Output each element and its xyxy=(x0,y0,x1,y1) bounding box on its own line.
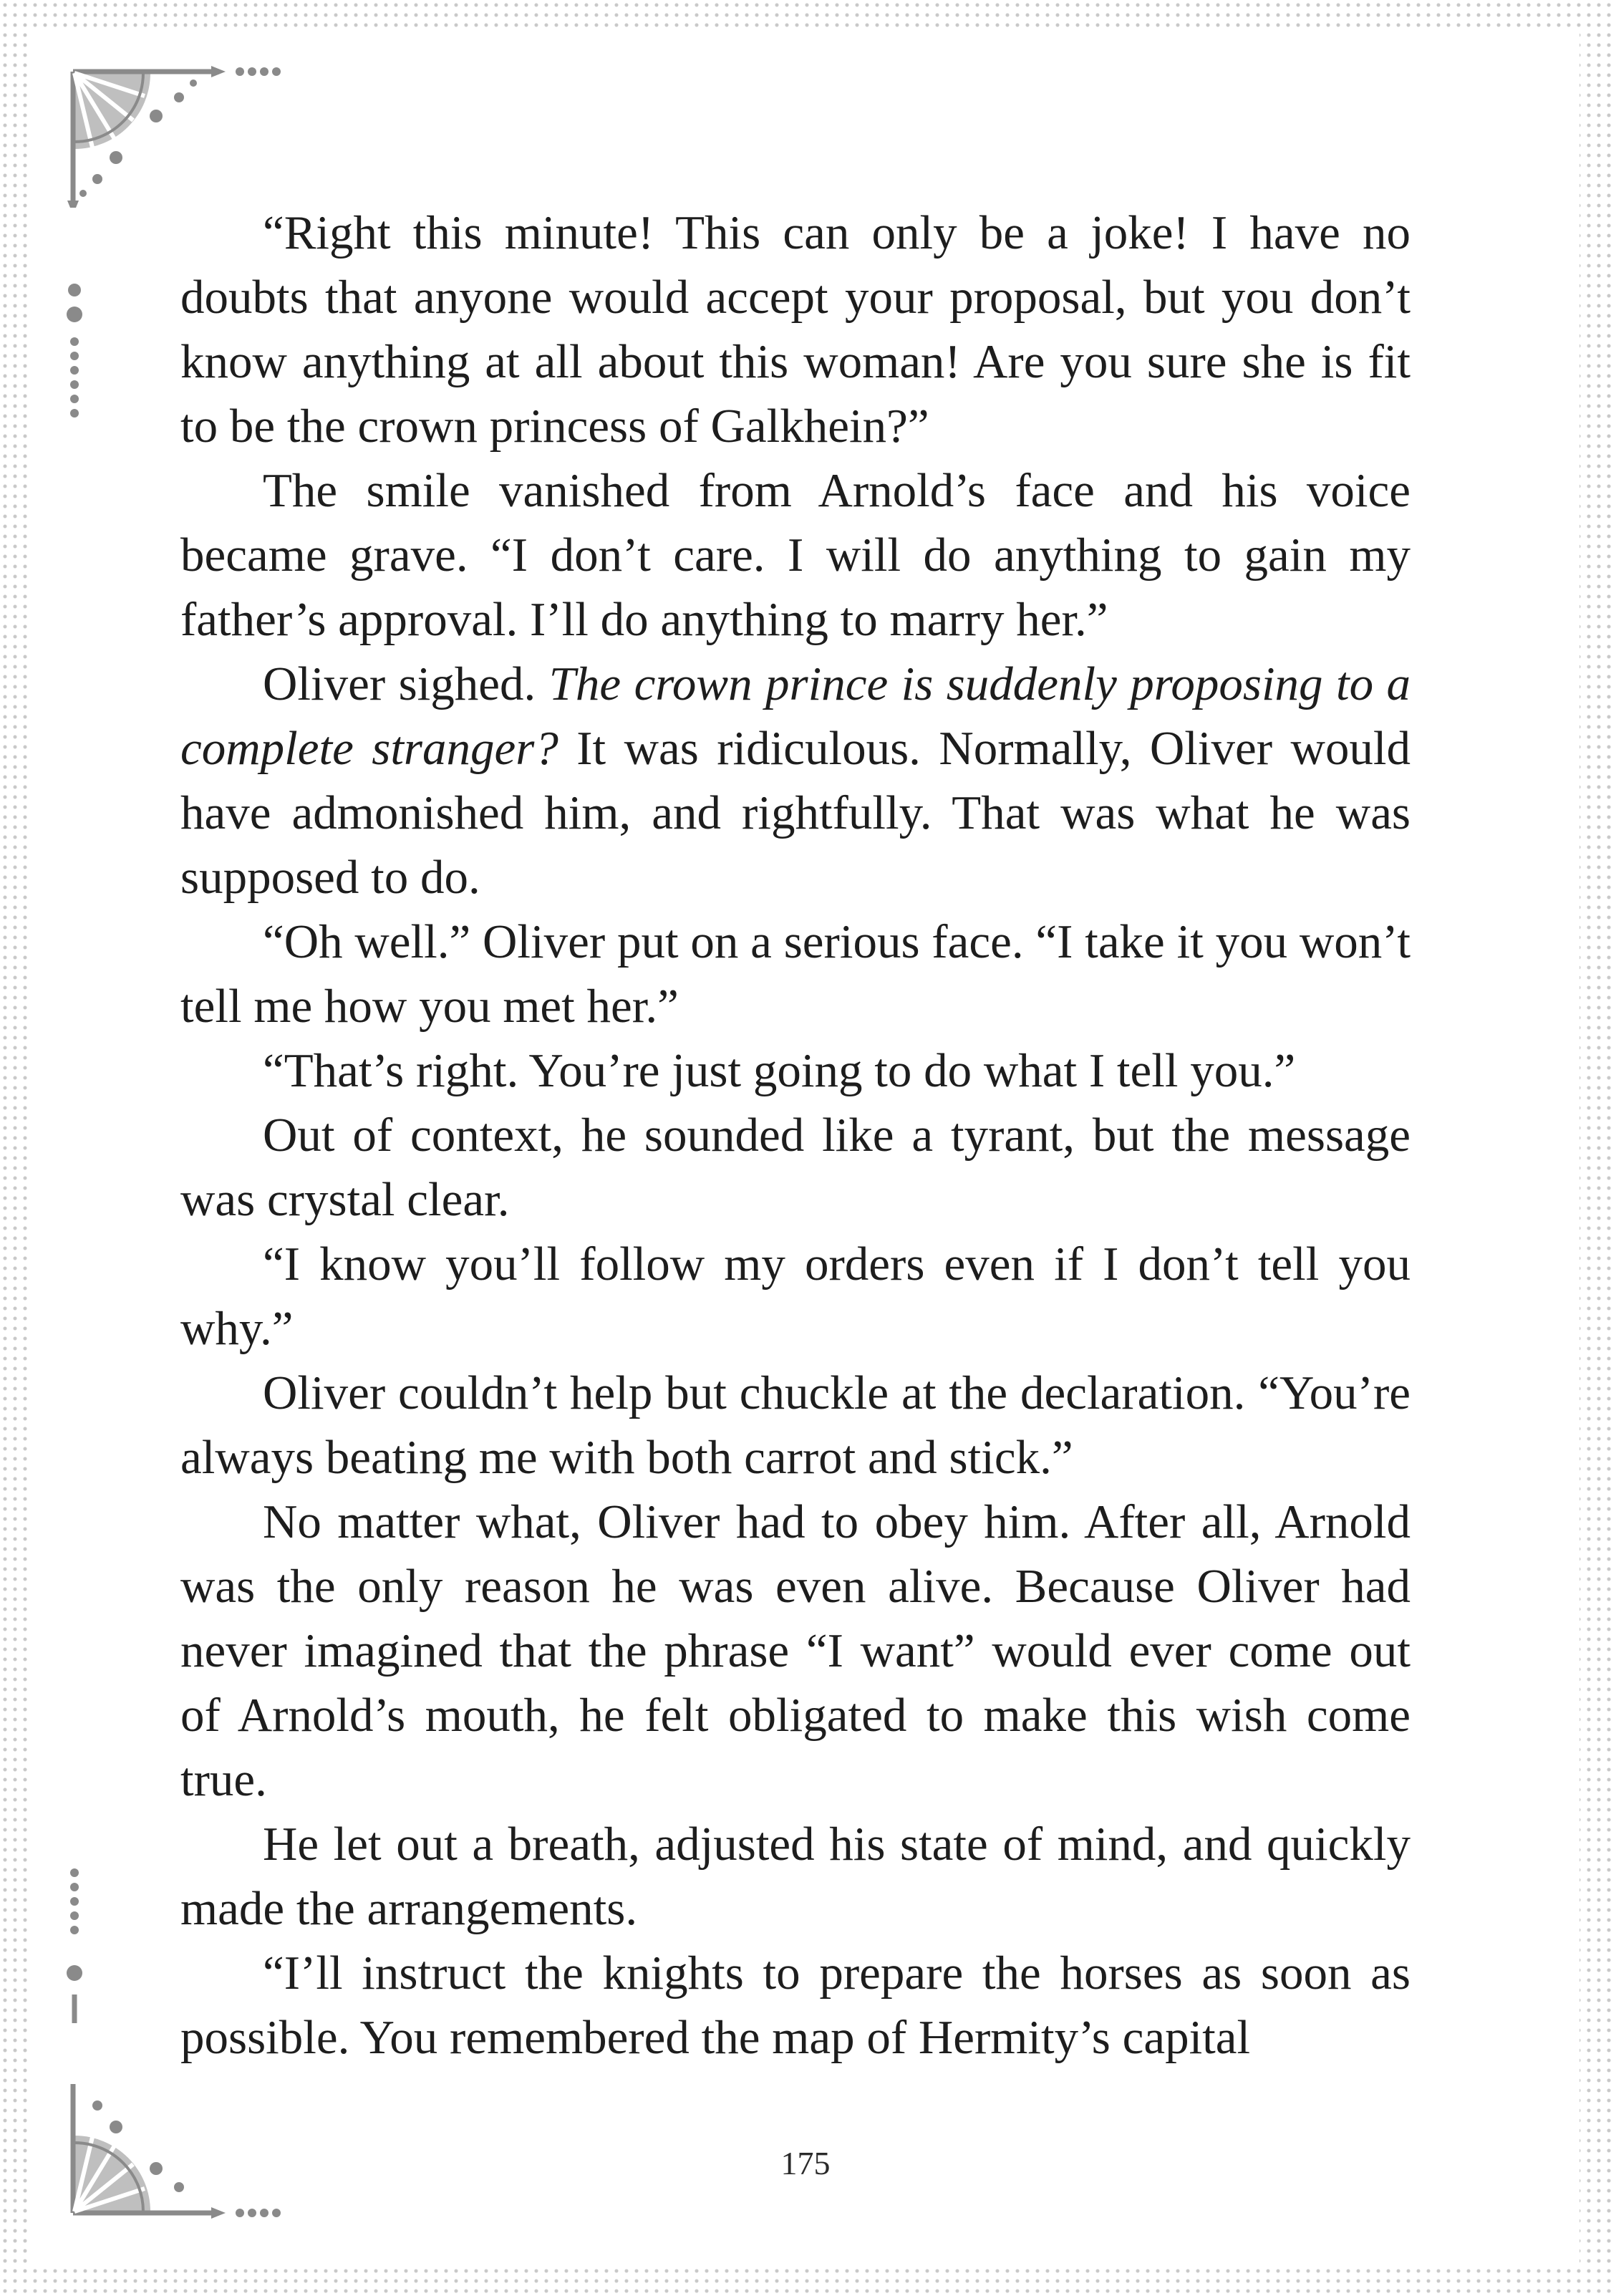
text-run: He let out a breath, adjusted his state of mind, and quickly made the arrangements. xyxy=(180,1818,1411,1935)
text-run: “I know you’ll follow my orders even if I don’t tell you why.” xyxy=(180,1238,1411,1355)
paragraph xyxy=(180,1941,1411,2070)
italic-text: The crown prince is suddenly proposing to a complete stranger? xyxy=(180,657,1411,775)
text-run: Out of context, he sounded like a tyrant, but the message was crystal clear. xyxy=(180,1109,1411,1226)
text-run: Oliver sighed. xyxy=(263,657,549,710)
side-ornament-upper-left xyxy=(63,283,92,433)
paragraph xyxy=(180,1490,1411,1812)
text-run: It was ridiculous. Normally, Oliver would have admonished him, and rightfully. That was what he was supposed to do. xyxy=(180,722,1411,904)
text-run: “Oh well.” Oliver put on a serious face. “I take it you won’t tell me how you met her.” xyxy=(180,915,1411,1033)
side-ornament-lower-left xyxy=(63,1866,92,2023)
text-run: “That’s right. You’re just going to do what I tell you.” xyxy=(263,1044,1296,1097)
text-run: The smile vanished from Arnold’s face and his voice became grave. “I don’t care. I will do anything to gain my father’s approval. I’ll do anything to marry her.” xyxy=(180,464,1411,646)
paragraph xyxy=(180,652,1411,910)
paragraph xyxy=(180,1812,1411,1941)
text-run: Oliver couldn’t help but chuckle at the declaration. “You’re always beating me with both carrot and stick.” xyxy=(180,1366,1411,1484)
paragraph xyxy=(180,458,1411,652)
paragraph xyxy=(180,1038,1411,1103)
paragraph xyxy=(180,201,1411,458)
page-number: 175 xyxy=(780,2145,831,2181)
text-run: “I’ll instruct the knights to prepare the horses as soon as possible. You remembered the map of Hermity’s capital xyxy=(180,1947,1411,2064)
corner-ornament-top-left xyxy=(64,64,379,208)
body-text xyxy=(180,201,1411,2070)
paragraph xyxy=(180,1103,1411,1232)
paragraph xyxy=(180,1232,1411,1361)
text-run: No matter what, Oliver had to obey him. After all, Arnold was the only reason he was even alive. Because Oliver had never imagined that the phrase “I want” would ever come out of Arnold’s mouth, he felt obligated to make this wish come true. xyxy=(180,1495,1411,1806)
paragraph xyxy=(180,1361,1411,1490)
paragraph xyxy=(180,910,1411,1038)
text-run: “Right this minute! This can only be a joke! I have no doubts that anyone would accept your proposal, but you don’t know anything at all about this woman! Are you sure she is fit to be the crown princess of Galkhein?” xyxy=(180,206,1411,453)
